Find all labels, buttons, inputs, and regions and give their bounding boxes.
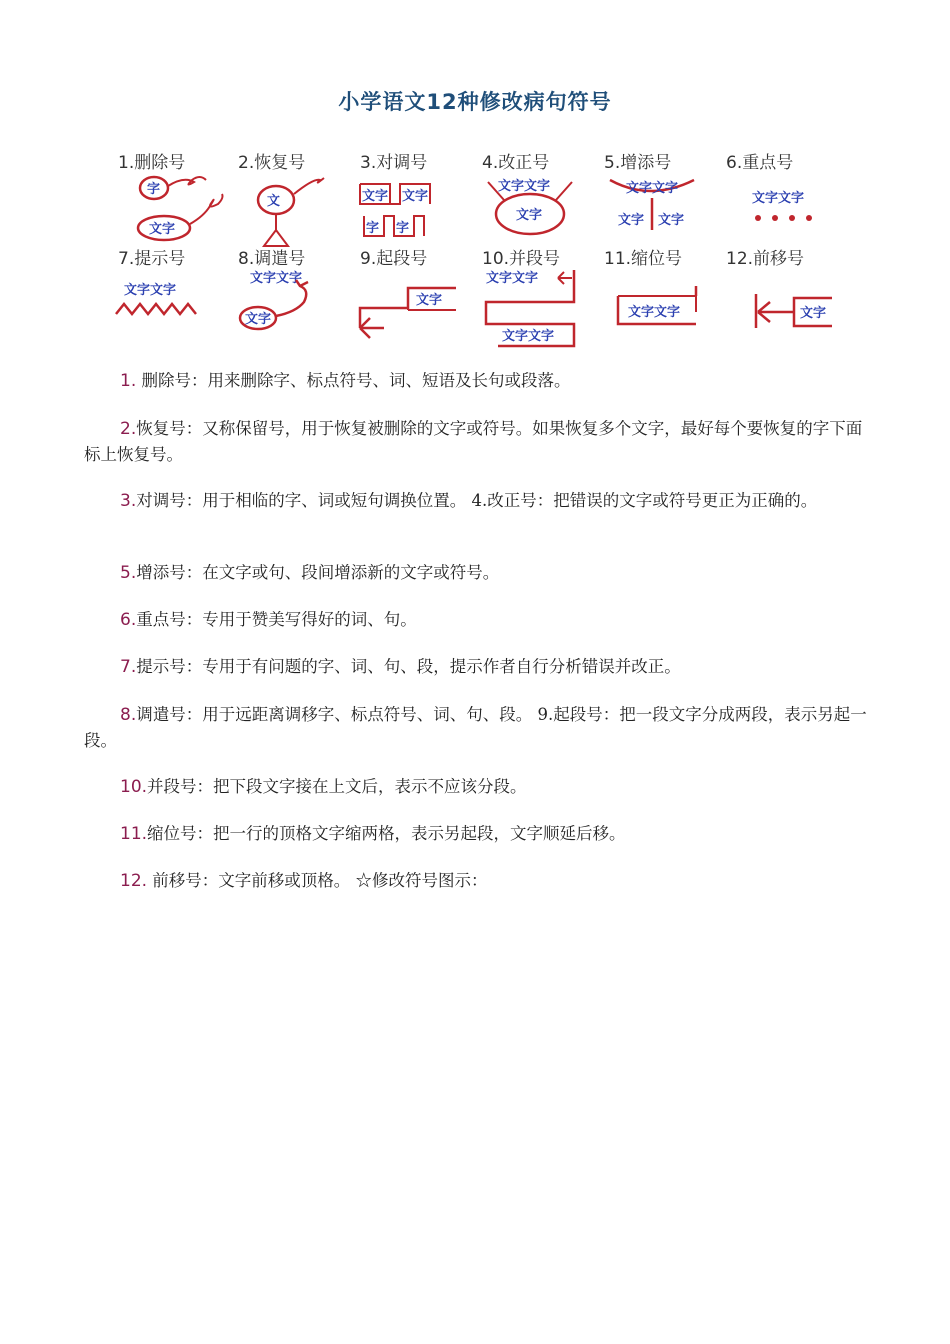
- symbol-label: 1.删除号: [118, 153, 186, 173]
- svg-text:文字: 文字: [618, 213, 645, 228]
- symbol-indent: [600, 244, 722, 344]
- svg-text:文字: 文字: [149, 222, 176, 237]
- svg-text:文字: 文字: [416, 293, 443, 308]
- symbol-label: 4.改正号: [482, 153, 550, 173]
- paragraph-8: 8.调遣号：用于远距离调移字、标点符号、词、句、段。 9.起段号：把一段文字分成两段，表示另起一段。: [84, 705, 867, 750]
- symbol-correct: [478, 148, 600, 248]
- symbol-label: 10.并段号: [482, 249, 561, 269]
- symbol-label: 5.增添号: [604, 153, 672, 173]
- symbol-emphasis: [722, 148, 844, 248]
- symbol-label: 2.恢复号: [238, 153, 306, 173]
- merge-mark-icon: [478, 268, 600, 348]
- svg-text:文字: 文字: [658, 213, 685, 228]
- symbol-label: 3.对调号: [360, 153, 428, 173]
- insert-mark-icon: [600, 172, 722, 252]
- symbol-merge: [478, 244, 600, 344]
- svg-text:文字: 文字: [402, 189, 429, 204]
- symbol-label: 12.前移号: [726, 249, 805, 269]
- paragraph-6: 6.重点号：专用于赞美写得好的词、句。: [120, 610, 417, 630]
- symbol-label: 6.重点号: [726, 153, 794, 173]
- symbol-label: 9.起段号: [360, 249, 428, 269]
- page-title: 小学语文12种修改病句符号: [338, 90, 612, 114]
- svg-text:文字文字: 文字文字: [626, 181, 679, 196]
- paragraph-10: 10.并段号：把下段文字接在上文后，表示不应该分段。: [120, 777, 527, 797]
- svg-text:字: 字: [366, 221, 380, 236]
- symbol-hint: [114, 244, 236, 344]
- svg-text:文字: 文字: [516, 208, 543, 223]
- svg-text:文字文字: 文字文字: [502, 329, 555, 344]
- new-paragraph-mark-icon: [356, 268, 478, 348]
- paragraph-7: 7.提示号：专用于有问题的字、词、句、段，提示作者自行分析错误并改正。: [120, 657, 681, 677]
- delete-mark-icon: [114, 172, 236, 252]
- svg-text:字: 字: [147, 182, 161, 197]
- symbol-label: 7.提示号: [118, 249, 186, 269]
- svg-text:文字: 文字: [245, 312, 272, 327]
- symbols-diagram: [108, 140, 842, 352]
- symbol-restore: [234, 148, 356, 248]
- paragraph-3: 3.对调号：用于相临的字、词或短句调换位置。 4.改正号：把错误的文字或符号更正为正确的。: [120, 491, 818, 511]
- symbol-label: 11.缩位号: [604, 249, 683, 269]
- emphasis-mark-icon: [722, 172, 844, 252]
- paragraph-11: 11.缩位号：把一行的顶格文字缩两格，表示另起段，文字顺延后移。: [120, 824, 626, 844]
- symbol-insert: [600, 148, 722, 248]
- paragraph-5: 5.增添号：在文字或句、段间增添新的文字或符号。: [120, 563, 500, 583]
- symbol-move: [234, 244, 356, 344]
- svg-text:文字: 文字: [362, 189, 389, 204]
- paragraph-1: 1. 删除号：用来删除字、标点符号、词、短语及长句或段落。: [120, 371, 571, 391]
- indent-mark-icon: [600, 268, 722, 348]
- svg-text:文字文字: 文字文字: [486, 271, 539, 286]
- svg-text:文字文字: 文字文字: [752, 191, 805, 206]
- advance-mark-icon: [722, 268, 844, 348]
- svg-text:文字文字: 文字文字: [124, 283, 177, 298]
- swap-mark-icon: [356, 172, 478, 252]
- symbol-new-paragraph: [356, 244, 478, 344]
- svg-text:文字文字: 文字文字: [498, 179, 551, 194]
- svg-text:文字文字: 文字文字: [628, 305, 681, 320]
- svg-text:字: 字: [396, 221, 410, 236]
- move-mark-icon: [234, 268, 356, 348]
- paragraph-2: 2.恢复号：又称保留号，用于恢复被删除的文字或符号。如果恢复多个文字，最好每个要恢复的字下面标上恢复号。: [84, 419, 863, 464]
- symbol-delete: [114, 148, 236, 248]
- restore-mark-icon: [234, 172, 356, 252]
- svg-text:文字: 文字: [800, 306, 827, 321]
- hint-mark-icon: [114, 268, 236, 348]
- paragraph-12: 12. 前移号：文字前移或顶格。 ☆修改符号图示：: [120, 871, 488, 891]
- svg-text:文字文字: 文字文字: [250, 271, 303, 286]
- correct-mark-icon: [478, 172, 600, 252]
- symbol-label: 8.调遣号: [238, 249, 306, 269]
- symbol-advance: [722, 244, 844, 344]
- symbol-swap: [356, 148, 478, 248]
- svg-text:文: 文: [267, 194, 281, 209]
